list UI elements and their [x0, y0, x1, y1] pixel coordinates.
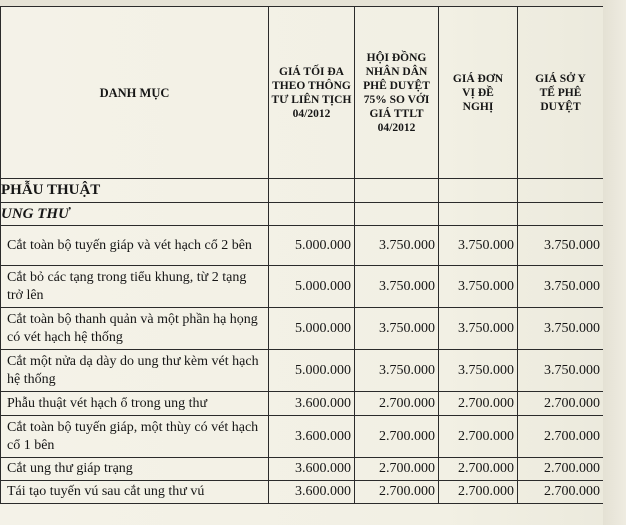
approved-price-cell: 2.700.000 — [518, 416, 604, 458]
approved-price-cell: 2.700.000 — [518, 458, 604, 481]
subsection-title: UNG THƯ — [1, 203, 269, 226]
approved-price-cell: 3.750.000 — [518, 266, 604, 308]
proposed-price-cell: 2.700.000 — [439, 416, 518, 458]
header-council-approved: HỘI ĐỒNG NHÂN DÂN PHÊ DUYỆT 75% SO VỚI GIÁ TTLT 04/2012 — [355, 7, 439, 179]
proposed-price-cell: 3.750.000 — [439, 350, 518, 392]
max-price-cell: 5.000.000 — [269, 350, 355, 392]
proposed-price-cell: 3.750.000 — [439, 266, 518, 308]
approved-price-cell: 2.700.000 — [518, 392, 604, 416]
procedure-name: Cắt bỏ các tạng trong tiểu khung, từ 2 tạng trở lên — [1, 266, 269, 308]
section-row — [1, 179, 604, 203]
procedure-name: Phẫu thuật vét hạch ổ trong ung thư — [1, 392, 269, 416]
table-row — [1, 458, 604, 481]
header-proposed-price: GIÁ ĐƠN VỊ ĐỀ NGHỊ — [439, 7, 518, 179]
table-row — [1, 392, 604, 416]
max-price-cell: 3.600.000 — [269, 392, 355, 416]
procedure-name: Cắt toàn bộ tuyến giáp, một thùy có vét hạch cổ 1 bên — [1, 416, 269, 458]
procedure-name: Cắt toàn bộ thanh quản và một phần hạ họng có vét hạch hệ thống — [1, 308, 269, 350]
max-price-cell: 3.600.000 — [269, 458, 355, 481]
max-price-cell: 3.600.000 — [269, 416, 355, 458]
header-category: DANH MỤC — [1, 7, 269, 179]
procedure-name: Cắt ung thư giáp trạng — [1, 458, 269, 481]
proposed-price-cell: 3.750.000 — [439, 308, 518, 350]
approved-price-cell: 3.750.000 — [518, 308, 604, 350]
procedure-name: Cắt toàn bộ tuyến giáp và vét hạch cổ 2 bên — [1, 226, 269, 266]
proposed-price-cell: 3.750.000 — [439, 226, 518, 266]
council-price-cell: 2.700.000 — [355, 481, 439, 504]
approved-price-cell: 3.750.000 — [518, 350, 604, 392]
proposed-price-cell: 2.700.000 — [439, 392, 518, 416]
table-row — [1, 416, 604, 458]
header-approved-price: GIÁ SỞ Y TẾ PHÊ DUYỆT — [518, 7, 604, 179]
page-right-edge — [603, 0, 626, 525]
council-price-cell: 3.750.000 — [355, 308, 439, 350]
council-price-cell: 2.700.000 — [355, 416, 439, 458]
proposed-price-cell: 2.700.000 — [439, 481, 518, 504]
council-price-cell: 2.700.000 — [355, 458, 439, 481]
approved-price-cell: 3.750.000 — [518, 226, 604, 266]
max-price-cell: 3.600.000 — [269, 481, 355, 504]
council-price-cell: 2.700.000 — [355, 392, 439, 416]
section-title: PHẪU THUẬT — [1, 179, 269, 203]
price-table — [0, 6, 604, 504]
header-max-price: GIÁ TỐI ĐA THEO THÔNG TƯ LIÊN TỊCH 04/2012 — [269, 7, 355, 179]
table-row — [1, 350, 604, 392]
max-price-cell: 5.000.000 — [269, 226, 355, 266]
max-price-cell: 5.000.000 — [269, 266, 355, 308]
subsection-row — [1, 203, 604, 226]
table-row — [1, 481, 604, 504]
council-price-cell: 3.750.000 — [355, 266, 439, 308]
procedure-name: Tái tạo tuyến vú sau cắt ung thư vú — [1, 481, 269, 504]
table-row — [1, 308, 604, 350]
approved-price-cell: 2.700.000 — [518, 481, 604, 504]
council-price-cell: 3.750.000 — [355, 226, 439, 266]
table-header-row — [1, 7, 604, 179]
table-row — [1, 226, 604, 266]
table-row — [1, 266, 604, 308]
procedure-name: Cắt một nửa dạ dày do ung thư kèm vét hạch hệ thống — [1, 350, 269, 392]
council-price-cell: 3.750.000 — [355, 350, 439, 392]
proposed-price-cell: 2.700.000 — [439, 458, 518, 481]
max-price-cell: 5.000.000 — [269, 308, 355, 350]
